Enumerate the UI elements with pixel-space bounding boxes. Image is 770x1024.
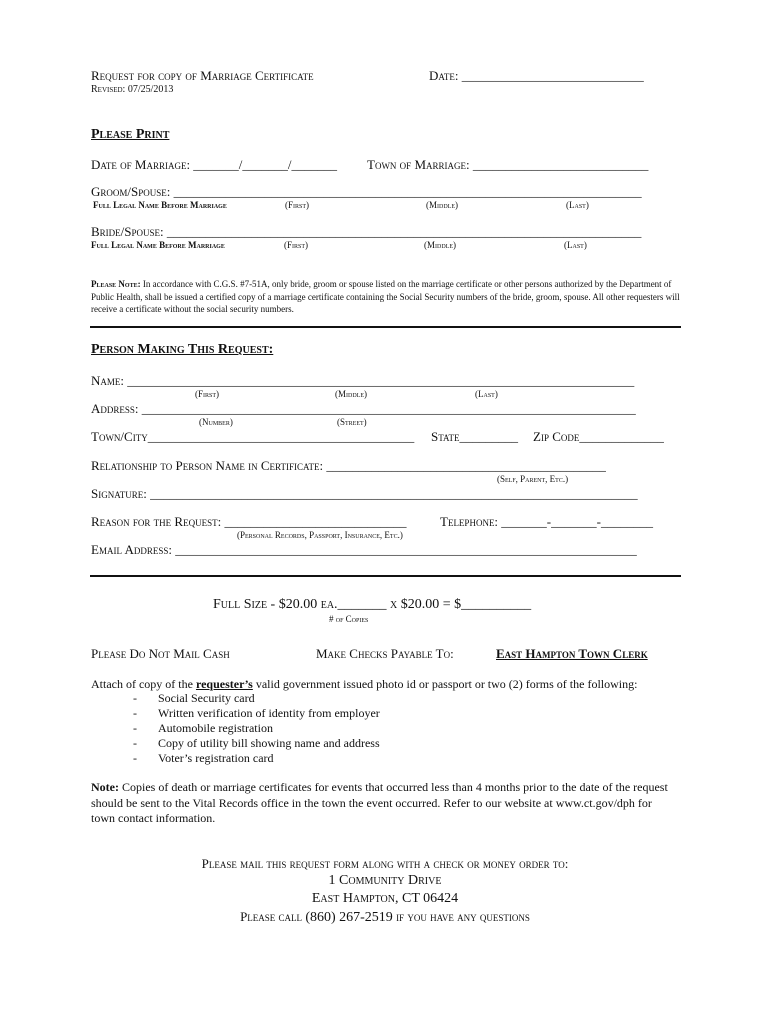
address-field[interactable]: Address: ____________________________________________________________________________ bbox=[91, 401, 636, 416]
relationship-field[interactable]: Relationship to Person Name in Certificate: ___________________________________________ bbox=[91, 458, 606, 473]
list-item-text: Voter’s registration card bbox=[158, 751, 274, 765]
list-item bbox=[133, 706, 380, 721]
checks-payable-label: Make Checks Payable To: bbox=[316, 646, 454, 661]
copies-sub: # of Copies bbox=[329, 614, 369, 624]
note-paragraph bbox=[91, 780, 676, 827]
list-item-text: Copy of utility bill showing name and address bbox=[158, 736, 380, 750]
name-sub-last: (Last) bbox=[475, 389, 498, 399]
zip-code-field[interactable]: Zip Code_____________ bbox=[533, 429, 664, 444]
bride-sub-full-name: Full Legal Name Before Marriage bbox=[91, 240, 225, 250]
address-sub-street: (Street) bbox=[337, 417, 367, 427]
payee-name: East Hampton Town Clerk bbox=[496, 646, 648, 661]
list-item-text: Written verification of identity from employer bbox=[158, 706, 380, 720]
town-of-marriage-field[interactable]: Town of Marriage: ___________________________ bbox=[367, 157, 649, 172]
bride-sub-last: (Last) bbox=[564, 240, 587, 250]
name-field[interactable]: Name: ______________________________________________________________________________ bbox=[91, 373, 635, 388]
list-item bbox=[133, 736, 380, 751]
form-title: Request for copy of Marriage Certificate bbox=[91, 68, 314, 83]
please-note-block bbox=[91, 278, 681, 316]
name-sub-middle: (Middle) bbox=[335, 389, 367, 399]
groom-sub-last: (Last) bbox=[566, 200, 589, 210]
address-sub-number: (Number) bbox=[199, 417, 233, 427]
groom-sub-full-name: Full Legal Name Before Marriage bbox=[93, 200, 227, 210]
attach-intro-bold: requester’s bbox=[195, 677, 253, 691]
list-bullet: - bbox=[133, 736, 137, 750]
date-of-marriage-field[interactable]: Date of Marriage: _______/_______/_______ bbox=[91, 157, 338, 172]
attach-intro-post: valid government issued photo id or passport or two (2) forms of the following: bbox=[252, 677, 638, 691]
groom-spouse-field[interactable]: Groom/Spouse: ________________________________________________________________________ bbox=[91, 184, 642, 199]
revised-date: Revised: 07/25/2013 bbox=[91, 84, 174, 95]
section-divider-1 bbox=[90, 326, 681, 328]
groom-sub-middle: (Middle) bbox=[426, 200, 458, 210]
attach-intro bbox=[91, 677, 637, 692]
section-divider-2 bbox=[90, 575, 681, 577]
list-item bbox=[133, 691, 255, 706]
town-city-field[interactable]: Town/City_________________________________________ bbox=[91, 429, 415, 444]
attach-intro-pre: Attach of copy of the bbox=[91, 677, 196, 691]
please-note-text: In accordance with C.G.S. #7-51A, only bride, groom or spouse listed on the marriage certificate or other persons authorized by the Department of Public Health, shall be issued a certified copy of a marriage certificate containing the Social Security numbers of the bride, groom, spouse. All other requesters will receive a certificate without the social security numbers. bbox=[91, 279, 680, 314]
bride-spouse-field[interactable]: Bride/Spouse: _________________________________________________________________________ bbox=[91, 224, 642, 239]
reason-sub: (Personal Records, Passport, Insurance, Etc.) bbox=[237, 530, 403, 540]
list-item bbox=[133, 751, 274, 766]
bride-sub-middle: (Middle) bbox=[424, 240, 456, 250]
relationship-sub: (Self, Parent, Etc.) bbox=[497, 474, 569, 484]
list-bullet: - bbox=[133, 721, 137, 735]
phone-number: (860) 267-2519 bbox=[305, 910, 393, 925]
note-text: Copies of death or marriage certificates for events that occurred less than 4 months prior to the date of the request should be sent to the Vital Records office in the town the event occurred. Refer to our website at www.ct.gov/dph for town contact information. bbox=[91, 780, 668, 825]
list-bullet: - bbox=[133, 691, 137, 705]
address-line-1: 1 Community Drive bbox=[328, 873, 442, 888]
person-making-request-heading: Person Making This Request: bbox=[91, 342, 274, 357]
no-cash-notice: Please Do Not Mail Cash bbox=[91, 646, 230, 661]
please-note-label: Please Note: bbox=[91, 279, 141, 289]
email-field[interactable]: Email Address: _______________________________________________________________________ bbox=[91, 542, 637, 557]
list-item bbox=[133, 721, 273, 736]
date-field[interactable]: Date: ____________________________ bbox=[429, 68, 644, 83]
reason-field[interactable]: Reason for the Request: ____________________________ bbox=[91, 514, 407, 529]
list-bullet: - bbox=[133, 751, 137, 765]
fee-line[interactable]: Full Size - $20.00 ea._______ x $20.00 = $__________ bbox=[213, 597, 532, 612]
telephone-field[interactable]: Telephone: _______-_______-________ bbox=[440, 514, 653, 529]
call-line bbox=[0, 909, 770, 926]
list-item-text: Social Security card bbox=[158, 691, 255, 705]
mail-instruction: Please mail this request form along with a check or money order to: bbox=[201, 856, 569, 871]
state-field[interactable]: State_________ bbox=[431, 429, 519, 444]
bride-sub-first: (First) bbox=[284, 240, 309, 250]
call-line-post: if you have any questions bbox=[392, 909, 530, 924]
note-label: Note: bbox=[91, 780, 119, 794]
groom-sub-first: (First) bbox=[285, 200, 310, 210]
signature-field[interactable]: Signature: ___________________________________________________________________________ bbox=[91, 486, 638, 501]
call-line-pre: Please call bbox=[240, 909, 306, 924]
please-print-heading: Please Print bbox=[91, 127, 170, 142]
name-sub-first: (First) bbox=[195, 389, 220, 399]
list-bullet: - bbox=[133, 706, 137, 720]
list-item-text: Automobile registration bbox=[158, 721, 273, 735]
address-line-2: East Hampton, CT 06424 bbox=[311, 891, 459, 906]
